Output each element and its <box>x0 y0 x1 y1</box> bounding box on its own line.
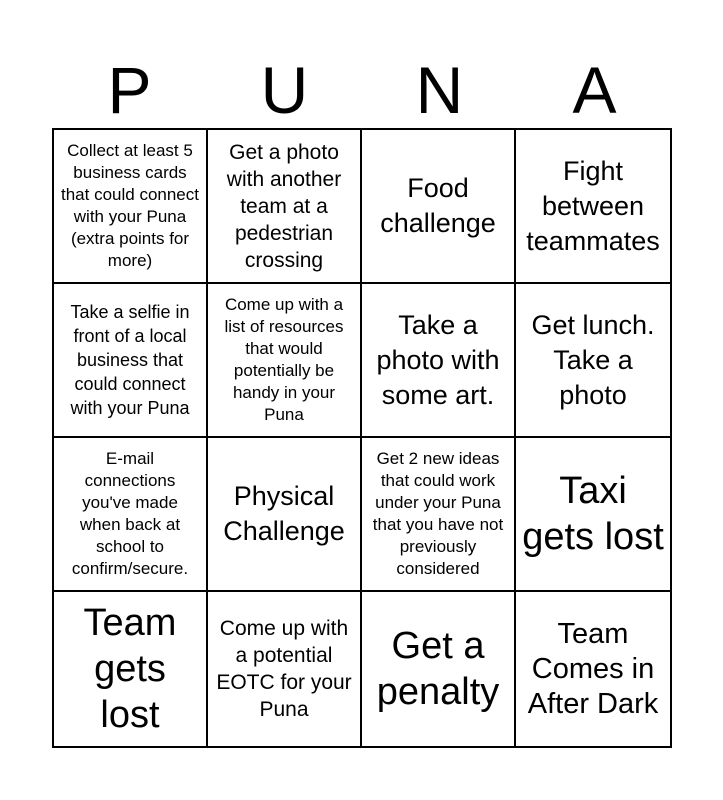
bingo-cell[interactable] <box>54 130 208 284</box>
bingo-cell[interactable] <box>208 284 362 438</box>
bingo-cell[interactable] <box>516 438 670 592</box>
bingo-cell[interactable] <box>362 130 516 284</box>
cell-text: Get a penalty <box>376 625 500 713</box>
bingo-header <box>52 52 672 128</box>
bingo-cell[interactable] <box>208 438 362 592</box>
cell-text: Team gets lost <box>83 602 177 736</box>
bingo-cell[interactable] <box>362 592 516 746</box>
cell-text: Get lunch. Take a photo <box>531 309 655 410</box>
cell-text: Get a photo with another team at a pedestrian crossing <box>226 140 342 272</box>
cell-text: Take a photo with some art. <box>376 309 500 410</box>
bingo-cell[interactable] <box>54 438 208 592</box>
bingo-cell[interactable] <box>54 592 208 746</box>
header-letter-a: A <box>572 53 617 127</box>
header-letter-n: N <box>415 53 464 127</box>
bingo-cell[interactable] <box>362 438 516 592</box>
header-letter-u: U <box>260 53 309 127</box>
header-letter-p: P <box>107 53 152 127</box>
bingo-cell[interactable] <box>516 284 670 438</box>
bingo-cell[interactable] <box>516 130 670 284</box>
bingo-cell[interactable] <box>208 130 362 284</box>
cell-text: Come up with a list of resources that would potentially be handy in your Puna <box>224 295 344 424</box>
bingo-cell[interactable] <box>54 284 208 438</box>
bingo-cell[interactable] <box>516 592 670 746</box>
bingo-cell[interactable] <box>362 284 516 438</box>
cell-text: Food challenge <box>380 173 496 238</box>
cell-text: Fight between teammates <box>526 155 660 256</box>
cell-text: Taxi gets lost <box>522 470 664 558</box>
cell-text: Get 2 new ideas that could work under your Puna that you have not previously considered <box>372 449 504 578</box>
cell-text: Physical Challenge <box>223 481 345 546</box>
bingo-grid <box>52 128 672 748</box>
bingo-cell[interactable] <box>208 592 362 746</box>
cell-text: Team Comes in After Dark <box>527 617 659 720</box>
cell-text: Collect at least 5 business cards that could connect with your Puna (extra points for more) <box>61 141 199 270</box>
cell-text: Take a selfie in front of a local business that could connect with your Puna <box>70 302 190 418</box>
cell-text: E-mail connections you've made when back at school to confirm/secure. <box>71 449 189 578</box>
cell-text: Come up with a potential EOTC for your Puna <box>216 617 352 721</box>
